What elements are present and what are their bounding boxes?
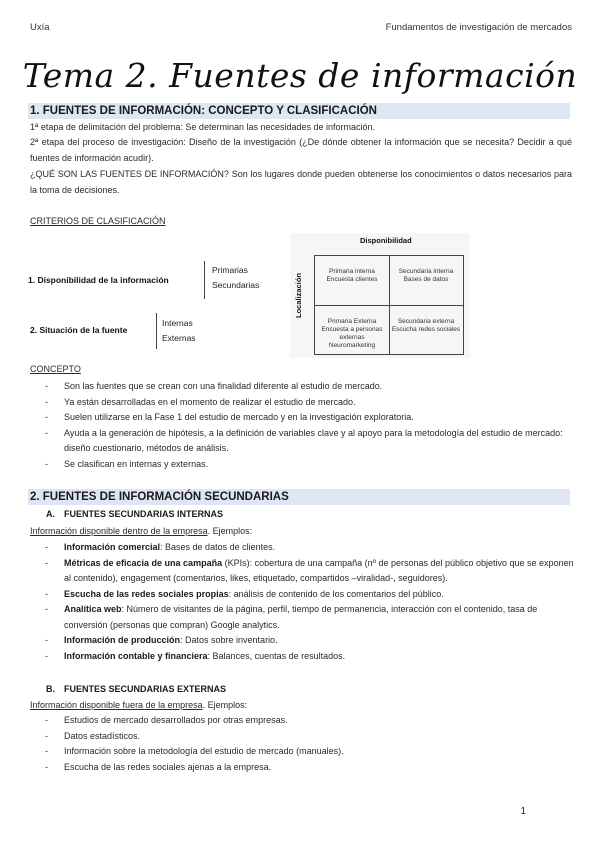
- subsection-b-heading: [46, 684, 226, 694]
- list-item: - Información contable y financiera: Balances, cuentas de resultados.: [45, 650, 346, 661]
- cell-title: Primaria Externa: [327, 318, 377, 325]
- matrix-axis-top: Disponibilidad: [360, 236, 412, 245]
- subsection-letter: B.: [46, 684, 55, 694]
- list-item: - Información de producción: Datos sobre inventario.: [45, 635, 278, 645]
- subsection-a-intro: [30, 524, 572, 540]
- list-item: - Datos estadísticos.: [45, 730, 141, 741]
- classification-matrix: [290, 233, 470, 358]
- header-author: Uxía: [30, 22, 50, 33]
- matrix-grid: [314, 255, 464, 355]
- intro-rest: . Ejemplos:: [202, 700, 248, 710]
- paragraph-que-son: ¿QUÉ SON LAS FUENTES DE INFORMACIÓN? Son los lugares donde pueden obtenerse los conocimientos o datos necesarios para la toma de decisiones.: [30, 169, 572, 195]
- criterios-heading: CRITERIOS DE CLASIFICACIÓN: [30, 216, 166, 226]
- external-sources-list: [30, 713, 575, 775]
- list-item: - Ya están desarrolladas en el momento de realizar el estudio de mercado.: [45, 396, 356, 407]
- section-heading-2: 2. FUENTES DE INFORMACIÓN SECUNDARIAS: [28, 489, 570, 505]
- classification-diagram: [28, 255, 268, 355]
- list-item: - Analítica web: Número de visitantes de la página, perfil, tiempo de permanencia, interacción con el contenido, tasa de conversión (personas que compran) Google analytics.: [45, 604, 538, 630]
- list-item: - Escucha de las redes sociales ajenas a la empresa.: [45, 761, 272, 772]
- option-internas: Internas: [162, 318, 193, 328]
- intro-underlined: Información disponible fuera de la empresa: [30, 700, 203, 710]
- matrix-cell-secundaria-externa: [390, 318, 462, 334]
- list-item: - Escucha de las redes sociales propias: análisis de contenido de los comentarios del público.: [45, 588, 444, 599]
- list-item: - Son las fuentes que se crean con una finalidad diferente al estudio de mercado.: [45, 381, 383, 391]
- page-title: Tema 2. Fuentes de información: [22, 56, 578, 95]
- list-item: - Información sobre la metodología del estudio de mercado (manuales).: [45, 746, 344, 756]
- bracket-location: [156, 313, 157, 349]
- section-heading-1: 1. FUENTES DE INFORMACIÓN: CONCEPTO Y CLASIFICACIÓN: [28, 103, 570, 119]
- option-externas: Externas: [162, 333, 196, 343]
- list-item: - Información comercial: Bases de datos de clientes.: [45, 542, 276, 552]
- concepto-list: [30, 379, 575, 472]
- matrix-cell-primaria-externa: [316, 318, 388, 350]
- list-item: - Ayuda a la generación de hipótesis, a la definición de variables clave y al apoyo para la metodología del estudio de mercado: diseño cuestionario, métodos de análisis.: [45, 427, 563, 453]
- subsection-title: FUENTES SECUNDARIAS EXTERNAS: [64, 684, 227, 694]
- matrix-cell-secundaria-interna: [390, 268, 462, 284]
- list-item: - Suelen utilizarse en la Fase 1 del estudio de mercado y en la investigación exploratoria.: [45, 412, 414, 422]
- matrix-cell-primaria-interna: [316, 268, 388, 284]
- cell-title: Primaria interna: [329, 268, 375, 275]
- subsection-a-heading: [46, 509, 223, 519]
- cell-title: Secundaria externa: [397, 318, 455, 325]
- bracket-availability: [204, 261, 205, 299]
- list-item: - Se clasifican en internas y externas.: [45, 458, 209, 469]
- subsection-b-intro: [30, 698, 572, 714]
- intro-rest: . Ejemplos:: [207, 526, 253, 536]
- internal-sources-list: [30, 540, 575, 664]
- criterion-location: 2. Situación de la fuente: [30, 325, 128, 335]
- matrix-axis-side: Localización: [294, 272, 304, 319]
- cell-example: Escucha redes sociales: [391, 326, 461, 333]
- cell-example-2: Neuromarketing: [328, 342, 376, 349]
- option-primarias: Primarias: [212, 265, 248, 275]
- cell-example: Bases de datos: [403, 276, 449, 283]
- option-secundarias: Secundarias: [212, 280, 260, 290]
- cell-example: Encuesta a personas externas: [321, 326, 383, 341]
- paragraph-etapa-1: 1ª etapa de delimitación del problema: Se determinan las necesidades de información.: [30, 122, 376, 132]
- matrix-hline: [315, 305, 463, 306]
- page-number: 1: [520, 806, 526, 817]
- cell-title: Secundaria interna: [398, 268, 454, 275]
- subsection-title: FUENTES SECUNDARIAS INTERNAS: [64, 509, 224, 519]
- criterion-availability: 1. Disponibilidad de la información: [28, 275, 169, 285]
- list-item: - Estudios de mercado desarrollados por otras empresas.: [45, 715, 288, 725]
- subsection-letter: A.: [46, 509, 55, 519]
- header-course: Fundamentos de investigación de mercados: [385, 22, 572, 33]
- intro-underlined: Información disponible dentro de la empresa: [30, 526, 208, 536]
- paragraph-etapa-2: 2ª etapa del proceso de investigación: Diseño de la investigación (¿De dónde obtener la información que se necesita? Decidir a qué fuentes de información acudir).: [30, 137, 572, 163]
- list-item: - Métricas de eficacia de una campaña (KPIs): cobertura de una campaña (nº de personas del público objetivo que se exponen al contenido), engagement (comentarios, likes, etiquetado, compartidos –viralidad-, seguidores).: [45, 557, 574, 583]
- cell-example: Encuesta clientes: [326, 276, 378, 283]
- concepto-heading: CONCEPTO: [30, 364, 81, 374]
